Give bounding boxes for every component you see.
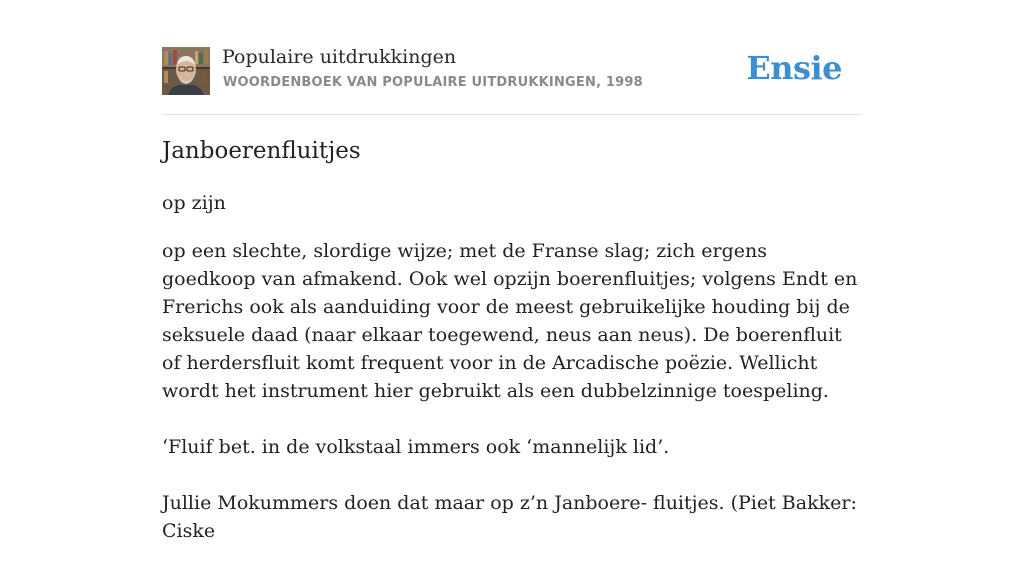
author-avatar[interactable] <box>162 47 210 95</box>
entry-body <box>162 237 862 573</box>
avatar-image <box>162 47 210 95</box>
ensie-logo[interactable]: Ensie <box>746 49 842 87</box>
page-content <box>162 0 862 542</box>
entry-title: Janboerenfluitjes <box>162 138 361 164</box>
author-name[interactable]: Populaire uitdrukkingen <box>222 46 457 68</box>
definition-paragraph: op een slechte, slordige wijze; met de Franse slag; zich ergens goedkoop van afmakend. Ook wel opzijn boerenfluitjes; volgens Endt en Frerichs ook als aanduiding voor de meest gebruikelijke houding bij de seksuele daad (naar elkaar toegewend, neus aan neus). De boerenfluit of herdersfluit komt frequent voor in de Arcadische poëzie. Wellicht wordt het instrument hier gebruikt als een dubbelzinnige toespeling. <box>162 240 858 402</box>
source-label: WOORDENBOEK VAN POPULAIRE UITDRUKKINGEN, 1998 <box>223 75 643 90</box>
entry-subtitle: op zijn <box>162 192 226 214</box>
entry-header <box>162 0 862 115</box>
quote-paragraph: Jullie Mokummers doen dat maar op z’n Janboere- fluitjes. (Piet Bakker: Ciske <box>162 492 857 542</box>
note-paragraph: ‘Fluif bet. in de volkstaal immers ook ‘mannelijk lid’. <box>162 436 670 458</box>
